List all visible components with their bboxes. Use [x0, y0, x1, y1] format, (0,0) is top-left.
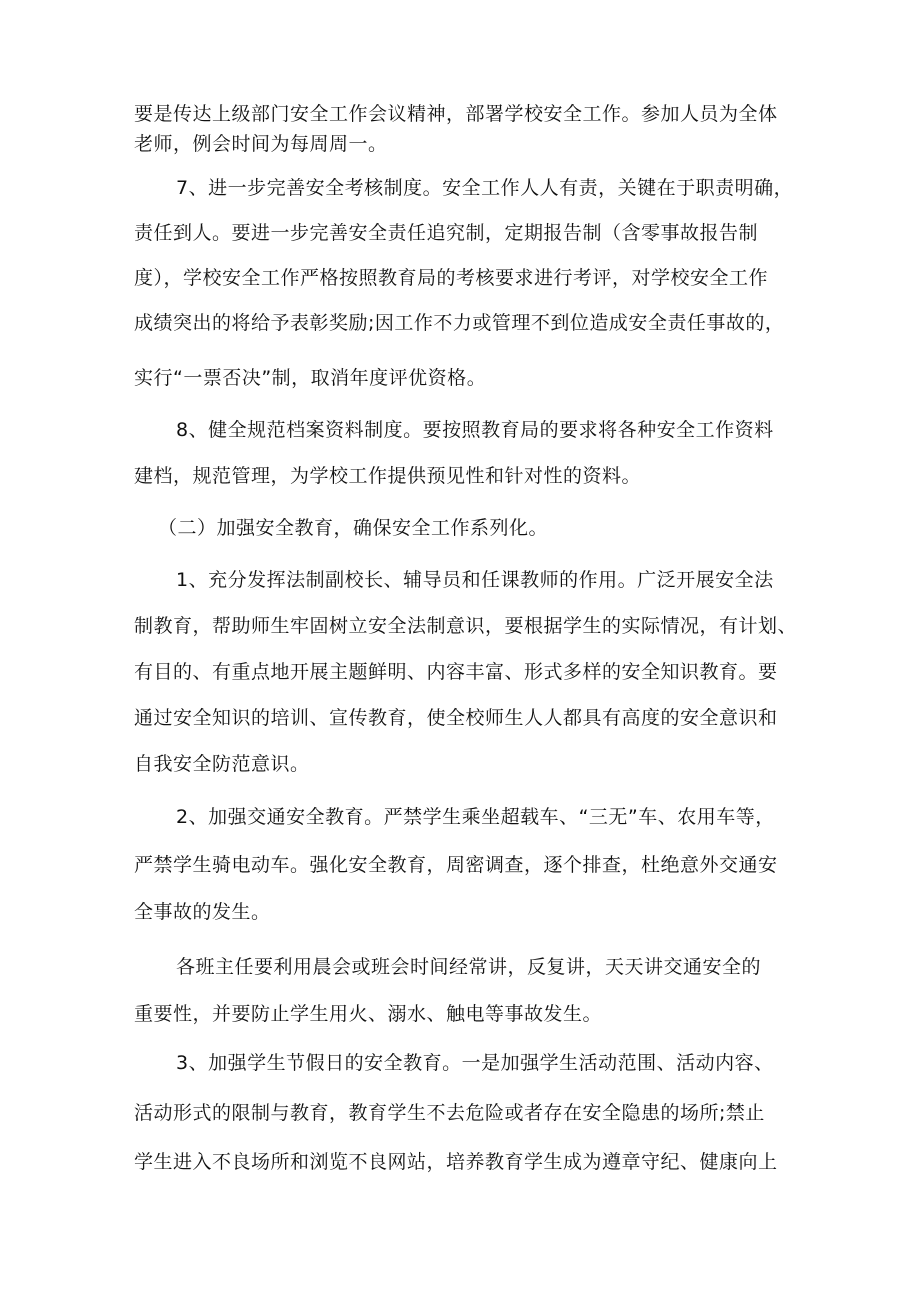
text-line: 7、进一步完善安全考核制度。安全工作人人有责，关键在于职责明确， [176, 177, 794, 199]
text-line: 成绩突出的将给予表彰奖励;因工作不力或管理不到位造成安全责任事故的， [134, 312, 785, 334]
text-line: 各班主任要利用晨会或班会时间经常讲，反复讲，天天讲交通安全的 [176, 956, 762, 978]
section-heading: （二）加强安全教育，确保安全工作系列化。 [158, 517, 549, 539]
text-line: 有目的、有重点地开展主题鲜明、内容丰富、形式多样的安全知识教育。要 [134, 661, 778, 683]
text-line: 自我安全防范意识。 [134, 753, 310, 775]
text-line: 要是传达上级部门安全工作会议精神，部署学校安全工作。参加人员为全体 [134, 103, 778, 125]
text-line: 建档，规范管理，为学校工作提供预见性和针对性的资料。 [134, 465, 642, 487]
text-line: 重要性，并要防止学生用火、溺水、触电等事故发生。 [134, 1003, 603, 1025]
text-line: 严禁学生骑电动车。强化安全教育，周密调查，逐个排查，杜绝意外交通安 [134, 854, 778, 876]
text-line: 老师，例会时间为每周周一。 [134, 133, 388, 155]
text-line: 学生进入不良场所和浏览不良网站，培养教育学生成为遵章守纪、健康向上 [134, 1151, 778, 1173]
text-line: 1、充分发挥法制副校长、辅导员和任课教师的作用。广泛开展安全法 [176, 569, 774, 591]
text-line: 实行“一票否决”制，取消年度评优资格。 [134, 367, 487, 389]
text-line: 制教育，帮助师生牢固树立安全法制意识，要根据学生的实际情况，有计划、 [134, 615, 798, 637]
text-line: 度），学校安全工作严格按照教育局的考核要求进行考评，对学校安全工作 [134, 267, 769, 289]
text-line: 活动形式的限制与教育，教育学生不去危险或者存在安全隐患的场所;禁止 [134, 1102, 765, 1124]
text-line: 3、加强学生节假日的安全教育。一是加强学生活动范围、活动内容、 [176, 1052, 774, 1074]
text-line: 责任到人。要进一步完善安全责任追究制，定期报告制（含零事故报告制 [134, 222, 759, 244]
text-line: 通过安全知识的培训、宣传教育，使全校师生人人都具有高度的安全意识和 [134, 707, 778, 729]
text-line: 全事故的发生。 [134, 901, 271, 923]
text-line: 8、健全规范档案资料制度。要按照教育局的要求将各种安全工作资料 [176, 419, 774, 441]
text-line: 2、加强交通安全教育。严禁学生乘坐超载车、“三无”车、农用车等， [176, 806, 775, 828]
